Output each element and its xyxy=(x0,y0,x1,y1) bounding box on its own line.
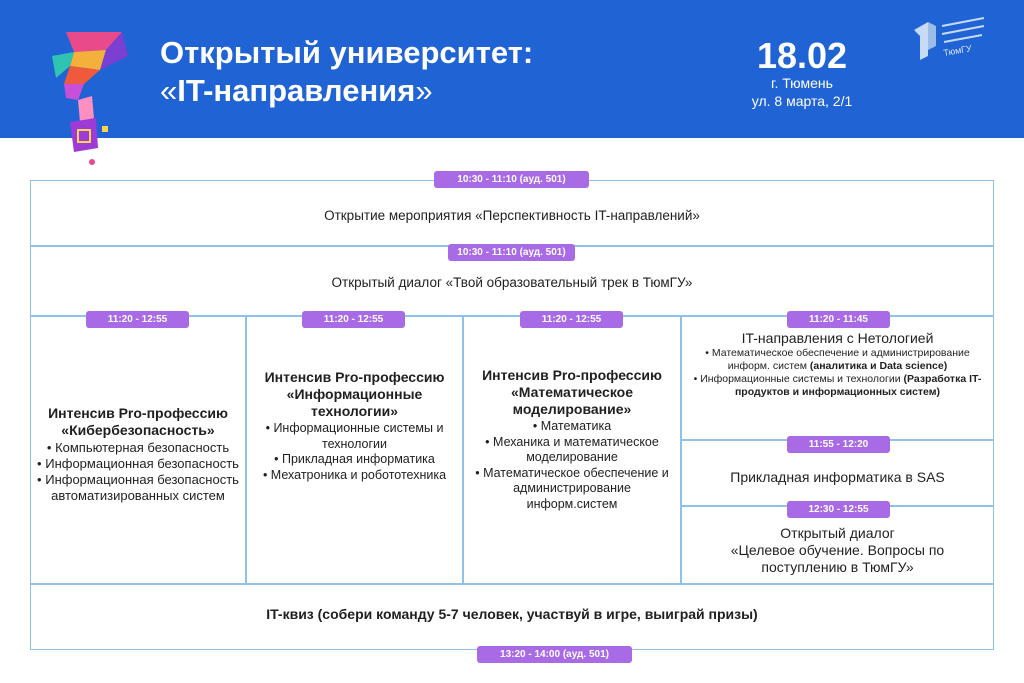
track-cybersecurity-list xyxy=(37,440,239,504)
opening-session-text: Открытие мероприятия «Перспективность IT-направлений» xyxy=(324,207,700,223)
netology-session-list xyxy=(688,347,987,399)
target-training-line-1: Открытый диалог xyxy=(780,525,895,541)
target-training-line-2: «Целевое обучение. Вопросы по поступлению в ТюмГУ» xyxy=(730,542,945,575)
it-quiz-time-badge: 13:20 - 14:00 (ауд. 501) xyxy=(477,646,632,663)
track-it-list xyxy=(251,421,458,483)
list-item: • Мехатроника и робототехника xyxy=(251,468,458,484)
netology-item-2-bold: (Разработка IT-продуктов и информационных систем) xyxy=(734,373,982,398)
netology-item-1-text: Математическое обеспечение и администрирование информ. систем xyxy=(711,347,970,372)
netology-time-badge: 11:20 - 11:45 xyxy=(787,311,890,328)
university-logo-text: ТюмГУ xyxy=(942,43,973,58)
track-math-modeling xyxy=(463,316,681,584)
netology-item-1-bold: (аналитика и Data science) xyxy=(809,360,948,372)
event-address: ул. 8 марта, 2/1 xyxy=(751,93,853,109)
event-date: 18.02 xyxy=(756,35,848,76)
it-quiz-session xyxy=(30,584,994,650)
track-it-title: Интенсив Pro-профессию «Информационные технологии» xyxy=(264,369,445,419)
list-item: • Информационная безопасность xyxy=(37,456,239,472)
track-it-time-badge: 11:20 - 12:55 xyxy=(302,311,405,328)
event-date-block xyxy=(740,35,864,110)
university-logo xyxy=(910,16,996,70)
track-math-modeling-time-badge: 11:20 - 12:55 xyxy=(520,311,623,328)
target-training-time-badge: 12:30 - 12:55 xyxy=(787,501,890,518)
title-main: IT-направления xyxy=(177,73,416,108)
list-item: • Прикладная информатика xyxy=(251,452,458,468)
netology-session-title: IT-направления с Нетологией xyxy=(741,330,934,346)
decorative-logo-art xyxy=(44,26,136,168)
title-quote-close: » xyxy=(415,73,433,108)
list-item: • Математика xyxy=(470,419,674,435)
list-item xyxy=(688,347,987,373)
sas-session-text: Прикладная информатика в SAS xyxy=(730,468,945,485)
opening-time-badge: 10:30 - 11:10 (ауд. 501) xyxy=(434,171,589,188)
list-item xyxy=(688,373,987,399)
title-quote-open: « xyxy=(160,73,178,108)
schedule-grid xyxy=(30,174,994,660)
it-quiz-text: IT-квиз (собери команду 5-7 человек, участвуй в игре, выиграй призы) xyxy=(266,606,758,622)
list-item: • Компьютерная безопасность xyxy=(37,440,239,456)
event-city: г. Тюмень xyxy=(771,75,833,91)
netology-item-2-text: Информационные системы и технологии xyxy=(700,373,901,385)
list-item: • Информационная безопасность автоматизированных систем xyxy=(37,472,239,504)
track-math-modeling-list xyxy=(470,419,674,512)
track-cybersecurity-time-badge: 11:20 - 12:55 xyxy=(86,311,189,328)
title-line-2 xyxy=(160,72,533,110)
track-cybersecurity-title: Интенсив Pro-профессию «Кибербезопасность» xyxy=(48,404,228,438)
page-title xyxy=(160,34,533,110)
track-cybersecurity xyxy=(30,316,246,584)
track-it xyxy=(246,316,463,584)
title-line-1: Открытый университет: xyxy=(160,35,534,70)
track-math-modeling-title: Интенсив Pro-профессию «Математическое моделирование» xyxy=(482,367,662,417)
list-item: • Механика и математическое моделирование xyxy=(470,435,674,466)
dialog-session-text: Открытый диалог «Твой образовательный трек в ТюмГУ» xyxy=(331,274,693,290)
list-item: • Информационные системы и технологии xyxy=(251,421,458,452)
dialog-time-badge: 10:30 - 11:10 (ауд. 501) xyxy=(448,244,575,261)
netology-session xyxy=(681,316,994,440)
header-banner xyxy=(0,0,1024,138)
opening-session xyxy=(30,180,994,246)
sas-time-badge: 11:55 - 12:20 xyxy=(787,436,890,453)
list-item: • Математическое обеспечение и администрирование информ.систем xyxy=(470,466,674,513)
